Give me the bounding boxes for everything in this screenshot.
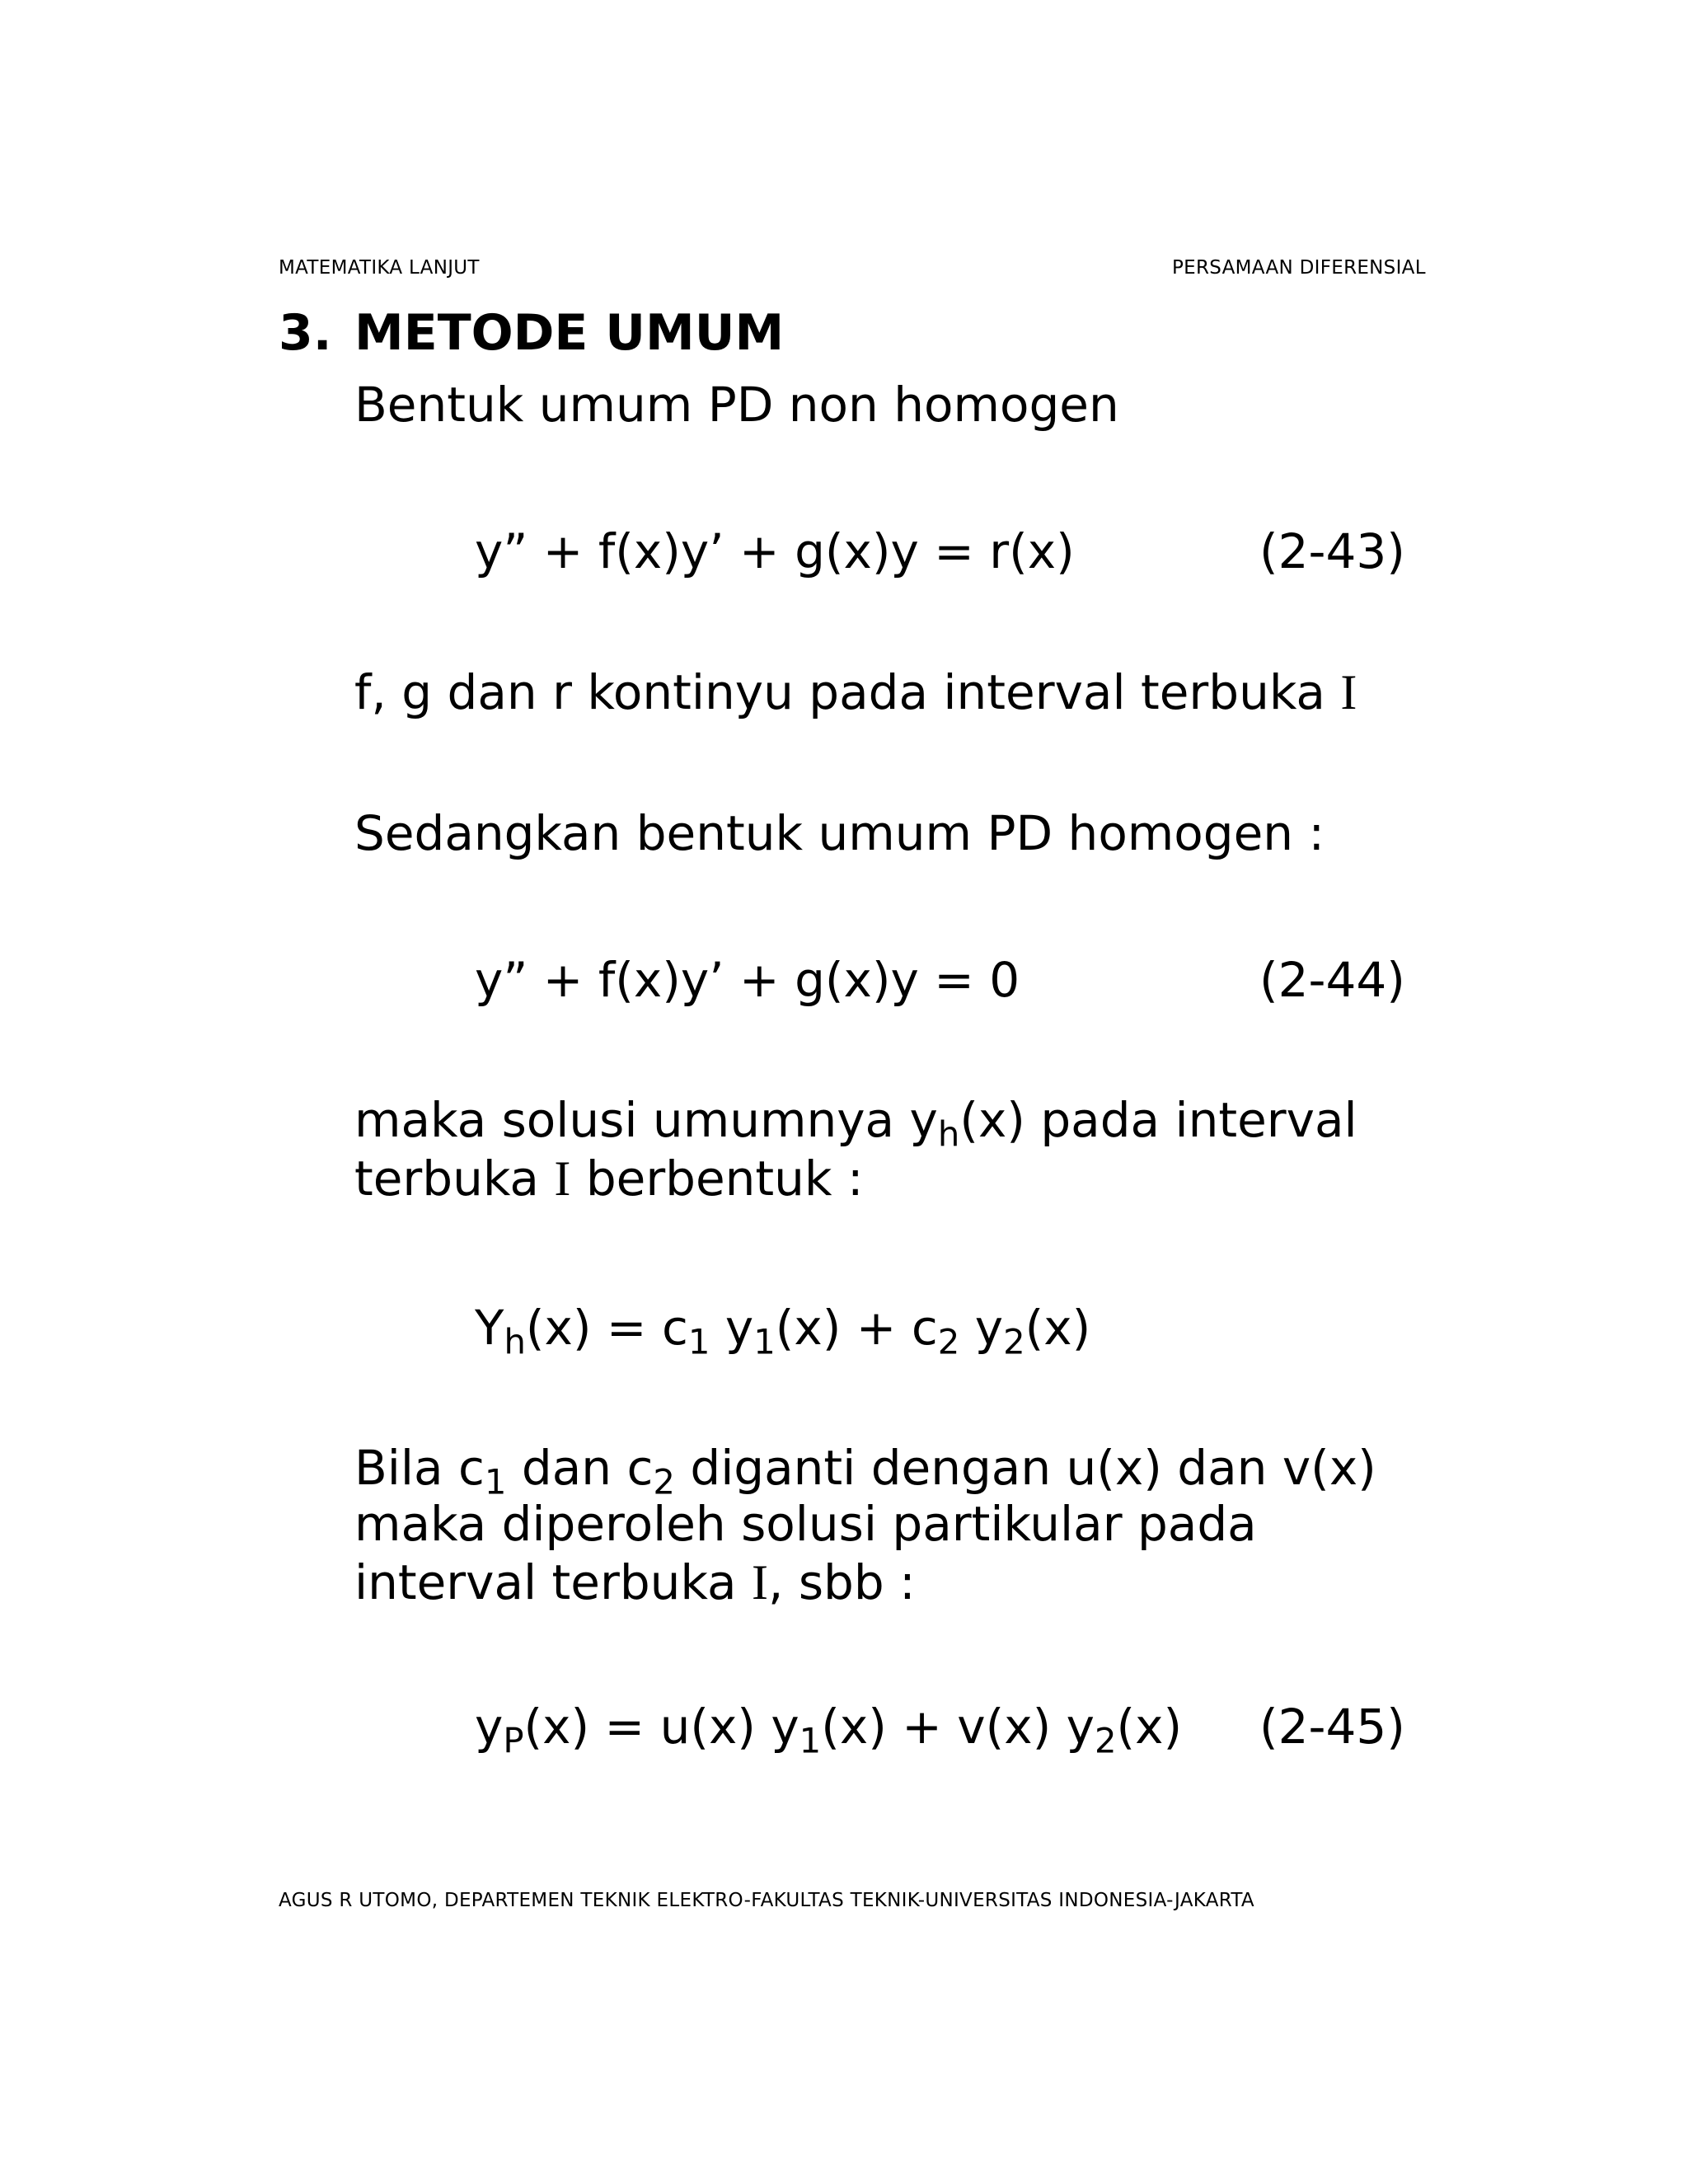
subscript: 1 — [687, 1321, 710, 1362]
text: (x) + c — [775, 1300, 938, 1356]
text: diganti dengan u(x) dan v(x) — [674, 1440, 1376, 1496]
subscript: 1 — [799, 1720, 822, 1761]
subscript: 2 — [937, 1321, 960, 1362]
text: Y — [475, 1300, 504, 1356]
equation-label-2-45: (2-45) — [1259, 1699, 1405, 1755]
equation-yh — [475, 1300, 1091, 1362]
text: (x) + v(x) y — [821, 1699, 1095, 1755]
text: , sbb : — [767, 1554, 916, 1610]
text: Bila c — [354, 1440, 485, 1496]
intro-text: Bentuk umum PD non homogen — [354, 377, 1119, 433]
interval-symbol: I — [1340, 665, 1357, 719]
particular-line-3 — [354, 1554, 916, 1610]
subscript: 2 — [1094, 1720, 1117, 1761]
subscript: h — [937, 1113, 960, 1155]
equation-label-2-43: (2-43) — [1259, 523, 1405, 579]
equation-2-45 — [475, 1699, 1183, 1761]
subscript: 1 — [484, 1461, 507, 1502]
continuity-text: f, g dan r kontinyu pada interval terbuka — [354, 664, 1341, 720]
general-solution-line-2 — [354, 1151, 864, 1207]
text: terbuka — [354, 1151, 555, 1207]
text: (x) — [1025, 1300, 1091, 1356]
header-left: MATEMATIKA LANJUT — [279, 257, 480, 279]
interval-symbol: I — [554, 1151, 571, 1206]
text: dan c — [506, 1440, 654, 1496]
text: y — [959, 1300, 1004, 1356]
particular-line-1 — [354, 1440, 1376, 1502]
text: (x) = c — [525, 1300, 688, 1356]
text: interval terbuka — [354, 1554, 752, 1610]
text: (x) — [1116, 1699, 1183, 1755]
text: maka solusi umumnya y — [354, 1092, 938, 1148]
continuity-paragraph — [354, 664, 1357, 720]
section-number: 3. — [279, 304, 332, 362]
subscript: 1 — [753, 1321, 776, 1362]
equation-label-2-44: (2-44) — [1259, 952, 1405, 1008]
section-title: METODE UMUM — [354, 304, 785, 362]
subscript: 2 — [1003, 1321, 1025, 1362]
text: (x) pada interval — [959, 1092, 1357, 1148]
text: (x) = u(x) y — [523, 1699, 799, 1755]
interval-symbol: I — [751, 1555, 768, 1610]
equation-2-43: y” + f(x)y’ + g(x)y = r(x) — [475, 523, 1075, 579]
text: y — [475, 1699, 504, 1755]
subscript: h — [504, 1321, 526, 1362]
text: berbentuk : — [570, 1151, 864, 1207]
particular-line-2: maka diperoleh solusi partikular pada — [354, 1496, 1257, 1552]
footer: AGUS R UTOMO, DEPARTEMEN TEKNIK ELEKTRO-FAKULTAS TEKNIK-UNIVERSITAS INDONESIA-JAKARTA — [279, 1890, 1254, 1911]
header-right: PERSAMAAN DIFERENSIAL — [1172, 257, 1426, 279]
subscript: P — [503, 1720, 524, 1761]
homogeneous-paragraph: Sedangkan bentuk umum PD homogen : — [354, 805, 1325, 861]
text: y — [710, 1300, 754, 1356]
general-solution-line-1 — [354, 1092, 1357, 1155]
equation-2-44: y” + f(x)y’ + g(x)y = 0 — [475, 952, 1020, 1008]
subscript: 2 — [653, 1461, 675, 1502]
